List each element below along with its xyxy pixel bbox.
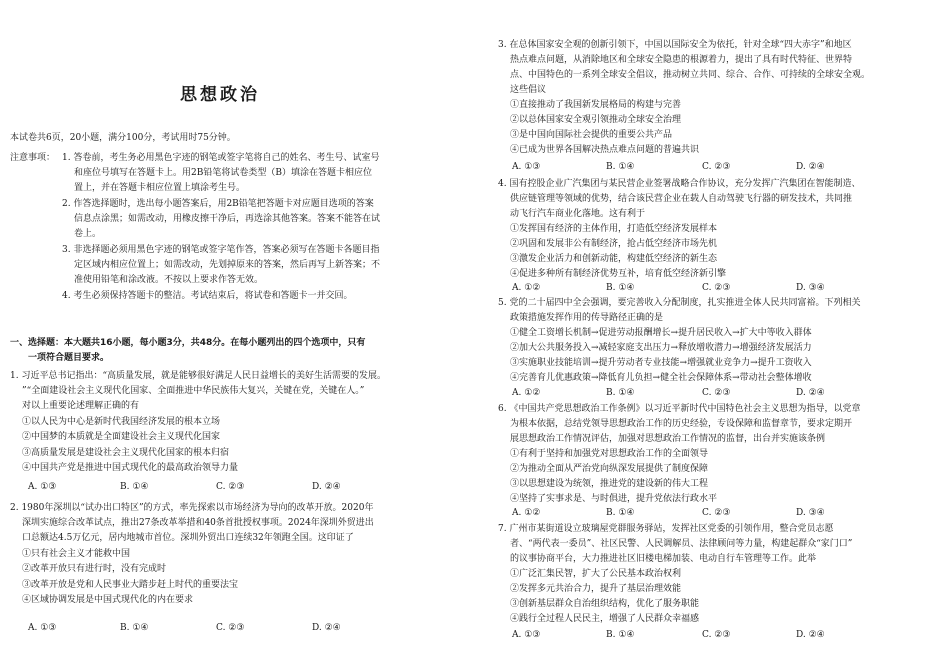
q5-stem: 5. 党的二十届四中全会强调，要完善收入分配制度，扎实推进全体人民共同富裕。下列相关 bbox=[498, 298, 861, 308]
q6-choice: ①有利于坚持和加强党对思想政治工作的全面领导 bbox=[510, 449, 709, 459]
q2-choice: ③改革开放是党和人民事业大踏步赶上时代的重要法宝 bbox=[22, 580, 239, 590]
q6-choice: ④坚持了实事求是、与时俱进，提升党依法行政水平 bbox=[510, 494, 718, 504]
q3-option-d: D. ②④ bbox=[796, 162, 825, 172]
q1-choice: ②中国梦的本质就是全面建设社会主义现代化国家 bbox=[22, 432, 221, 442]
q1-option-d: D. ②④ bbox=[312, 482, 341, 492]
q7-stem: 的议事协商平台，大力推进社区旧楼电梯加装、电动自行车管理等工作。此举 bbox=[510, 554, 817, 564]
q4-stem: 4. 国有控股企业广汽集团与某民营企业签署战略合作协议，充分发挥广汽集团在智能制造、 bbox=[498, 179, 861, 189]
notice-line: 3. 非选择题必须用黑色字迹的钢笔或签字笔作答，答案必须写在答题卡各题目指 bbox=[62, 245, 380, 255]
q6-choice: ③以思想建设为统领，推进党的建设新的伟大工程 bbox=[510, 479, 709, 489]
q1-option-a: A. ①③ bbox=[28, 482, 57, 492]
q3-stem: 点、中国特色的一系列全球安全倡议，推动树立共同、综合、合作、可持续的全球安全观。 bbox=[510, 70, 871, 80]
q4-choice: ②巩固和发展非公有制经济，抢占低空经济市场先机 bbox=[510, 239, 718, 249]
q7-option-a: A. ①③ bbox=[512, 630, 541, 640]
q5-option-b: B. ①④ bbox=[606, 388, 635, 398]
q7-choice: ②发挥多元共治合力，提升了基层治理效能 bbox=[510, 584, 682, 594]
q1-stem: 1. 习近平总书记指出：“高质量发展，就是能够很好满足人民日益增长的美好生活需要的发展。 bbox=[10, 371, 387, 381]
notice-line: 置上，并在答题卡相应位置上填涂考生号。 bbox=[74, 183, 246, 193]
q7-option-b: B. ①④ bbox=[606, 630, 635, 640]
q3-choice: ②以总体国家安全观引领推动全球安全治理 bbox=[510, 115, 682, 125]
q3-option-a: A. ①③ bbox=[512, 162, 541, 172]
page-title: 思想政治 bbox=[180, 85, 260, 105]
notice-line: 准使用铅笔和涂改液。不按以上要求作答无效。 bbox=[74, 275, 264, 285]
notice-label: 注意事项： bbox=[10, 153, 56, 163]
section-heading: 一项符合题目要求。 bbox=[28, 353, 110, 363]
q6-option-c: C. ②③ bbox=[702, 508, 731, 518]
q5-option-d: D. ②④ bbox=[796, 388, 825, 398]
q5-option-c: C. ②③ bbox=[702, 388, 731, 398]
q5-stem: 政策措施发挥作用的传导路径正确的是 bbox=[510, 313, 664, 323]
intro-text: 本试卷共6页，20小题，满分100分，考试用时75分钟。 bbox=[10, 133, 236, 143]
q4-option-b: B. ①④ bbox=[606, 283, 635, 293]
q5-choice: ③实施职业技能培训→提升劳动者专业技能→增强就业竞争力→提升工资收入 bbox=[510, 358, 812, 368]
q5-choice: ①健全工资增长机制→促进劳动报酬增长→提升居民收入→扩大中等收入群体 bbox=[510, 328, 812, 338]
q1-choice: ③高质量发展是建设社会主义现代化国家的根本归宿 bbox=[22, 448, 230, 458]
notice-line: 4. 考生必须保持答题卡的整洁。考试结束后，将试卷和答题卡一并交回。 bbox=[62, 291, 353, 301]
notice-line: 2. 作答选择题时，选出每小题答案后，用2B铅笔把答题卡对应题目选项的答案 bbox=[62, 199, 374, 209]
q2-choice: ④区域协调发展是中国式现代化的内在要求 bbox=[22, 595, 194, 605]
q1-option-c: C. ②③ bbox=[216, 482, 245, 492]
q2-stem: 口总额达4.5万亿元，居内地城市首位。深圳外贸出口连续32年领跑全国。这印证了 bbox=[22, 533, 354, 543]
q7-stem: 7. 广州市某街道设立玻璃屋党群服务驿站，发挥社区党委的引领作用，整合党员志愿 bbox=[498, 524, 834, 534]
q4-option-c: C. ②③ bbox=[702, 283, 731, 293]
q7-option-c: C. ②③ bbox=[702, 630, 731, 640]
q6-stem: 展思想政治工作情况评估，加强对思想政治工作情况的监督，出台并实施该条例 bbox=[510, 434, 826, 444]
q3-choice: ①直接推动了我国新发展格局的构建与完善 bbox=[510, 100, 682, 110]
q2-option-a: A. ①③ bbox=[28, 623, 57, 633]
notice-line: 信息点涂黑；如需改动，用橡皮擦干净后，再选涂其他答案。答案不能答在试 bbox=[74, 214, 381, 224]
q4-choice: ①发挥国有经济的主体作用，打造低空经济发展样本 bbox=[510, 224, 718, 234]
q5-choice: ②加大公共服务投入→减轻家庭支出压力→释放增收潜力→增强经济发展活力 bbox=[510, 343, 812, 353]
q6-stem: 为根本依据，总结党领导思想政治工作的历史经验，专设保障和监督章节，要求定期开 bbox=[510, 419, 853, 429]
q1-choice: ①以人民为中心是新时代我国经济发展的根本立场 bbox=[22, 417, 221, 427]
q4-stem: 动飞行汽车商业化落地。这有利于 bbox=[510, 209, 646, 219]
q4-option-a: A. ①② bbox=[512, 283, 541, 293]
notice-line: 和座位号填写在答题卡上。用2B铅笔将试卷类型（B）填涂在答题卡相应位 bbox=[74, 168, 372, 178]
q6-option-b: B. ①④ bbox=[606, 508, 635, 518]
q7-choice: ③创新基层群众自治组织结构，优化了服务职能 bbox=[510, 599, 700, 609]
q7-choice: ①广泛汇集民智，扩大了公民基本政治权利 bbox=[510, 569, 682, 579]
q7-option-d: D. ②④ bbox=[796, 630, 825, 640]
q2-option-d: D. ②④ bbox=[312, 623, 341, 633]
q3-stem: 3. 在总体国家安全观的创新引领下，中国以国际安全为依托，针对全球“四大赤字”和地区 bbox=[498, 40, 852, 50]
q4-option-d: D. ③④ bbox=[796, 283, 825, 293]
q6-choice: ②为推动全面从严治党向纵深发展提供了制度保障 bbox=[510, 464, 709, 474]
q2-stem: 2. 1980年深圳以“试办出口特区”的方式，率先探索以市场经济为导向的改革开放。2020年 bbox=[10, 503, 374, 513]
q3-stem: 热点难点问题，从消除地区和全球安全隐患的根源着力，提出了具有时代特征、世界特 bbox=[510, 55, 853, 65]
q6-option-a: A. ①② bbox=[512, 508, 541, 518]
q2-option-b: B. ①④ bbox=[120, 623, 149, 633]
q7-stem: 者、“两代表一委员”、社区民警、人民调解员、法律顾问等力量，构建起群众“家门口” bbox=[510, 539, 853, 549]
q7-choice: ④践行全过程人民民主，增强了人民群众幸福感 bbox=[510, 614, 700, 624]
q2-option-c: C. ②③ bbox=[216, 623, 245, 633]
q4-choice: ④促进多种所有制经济优势互补，培育低空经济新引擎 bbox=[510, 269, 727, 279]
notice-line: 定区域内相应位置上；如需改动，先划掉原来的答案，然后再写上新答案；不 bbox=[74, 260, 381, 270]
q6-stem: 6. 《中国共产党思想政治工作条例》以习近平新时代中国特色社会主义思想为指导，以党章 bbox=[498, 404, 861, 414]
notice-line: 卷上。 bbox=[74, 229, 102, 239]
q2-stem: 深圳实施综合改革试点，推出27条改革举措和40条首批授权事项。2024年深圳外贸进出 bbox=[22, 518, 374, 528]
q1-stem: ”“全面建设社会主义现代化国家、全面推进中华民族伟大复兴，关键在党，关键在人。” bbox=[22, 386, 365, 396]
q5-option-a: A. ①② bbox=[512, 388, 541, 398]
q1-option-b: B. ①④ bbox=[120, 482, 149, 492]
q2-choice: ①只有社会主义才能救中国 bbox=[22, 549, 131, 559]
q4-stem: 供应链管理等领域的优势，结合该民营企业在载人自动驾驶飞行器的研发技术，共同推 bbox=[510, 194, 853, 204]
q1-choice: ④中国共产党是推进中国式现代化的最高政治领导力量 bbox=[22, 463, 239, 473]
q4-choice: ③激发企业活力和创新动能，构建低空经济的新生态 bbox=[510, 254, 718, 264]
section-heading: 一、选择题：本大题共16小题，每小题3分，共48分。在每小题列出的四个选项中，只有 bbox=[10, 338, 366, 348]
q3-option-c: C. ②③ bbox=[702, 162, 731, 172]
q2-choice: ②改革开放只有进行时，没有完成时 bbox=[22, 564, 167, 574]
q5-choice: ④完善育儿优惠政策→降低育儿负担→健全社会保障体系→带动社会整体增收 bbox=[510, 373, 812, 383]
q3-stem: 这些倡议 bbox=[510, 85, 547, 95]
q3-choice: ④已成为世界各国解决热点难点问题的普遍共识 bbox=[510, 145, 700, 155]
q1-stem: 对以上重要论述理解正确的有 bbox=[22, 401, 140, 411]
notice-line: 1. 答卷前，考生务必用黑色字迹的钢笔或签字笔将自己的姓名、考生号、试室号 bbox=[62, 153, 380, 163]
q3-option-b: B. ①④ bbox=[606, 162, 635, 172]
q3-choice: ③是中国向国际社会提供的重要公共产品 bbox=[510, 130, 673, 140]
q6-option-d: D. ③④ bbox=[796, 508, 825, 518]
